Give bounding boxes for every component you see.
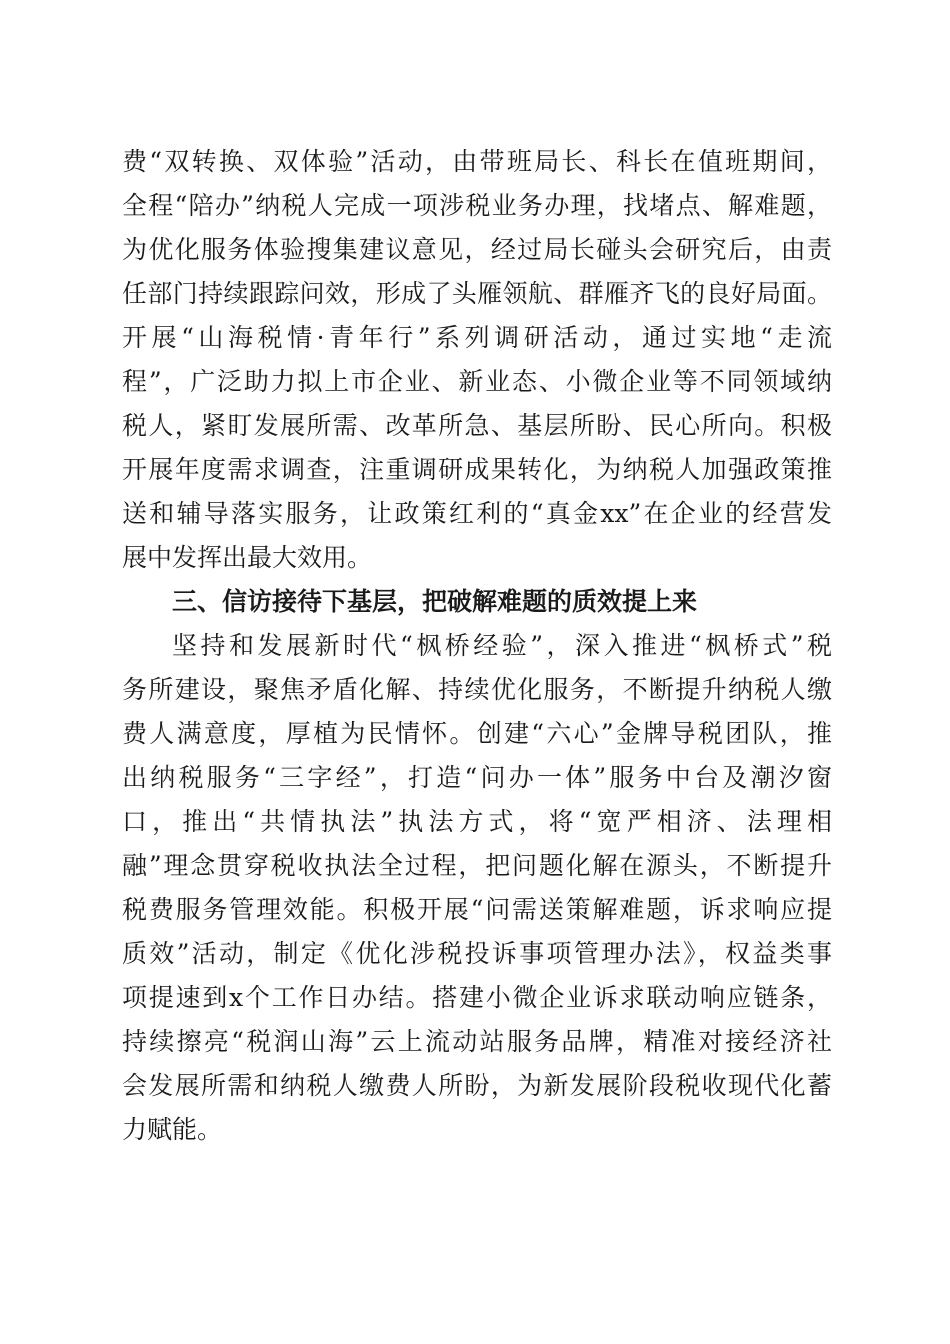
text-line: 任部门持续跟踪问效，形成了头雁领航、群雁齐飞的良好局面。 [122, 279, 832, 308]
text-line: 口，推出“共情执法”执法方式，将“宽严相济、法理相 [122, 807, 832, 836]
text-line: 送和辅导落实服务，让政策红利的“真金xx”在企业的经营发 [122, 499, 832, 528]
text-line: 融”理念贯穿税收执法全过程，把问题化解在源头，不断提升 [122, 851, 832, 880]
paragraph-2 [122, 624, 832, 1152]
section-heading-text: 三、信访接待下基层，把破解难题的质效提上来 [172, 587, 698, 616]
text-line: 费人满意度，厚植为民情怀。创建“六心”金牌导税团队，推 [122, 719, 832, 748]
section-heading [172, 580, 832, 624]
text-line: 税费服务管理效能。积极开展“问需送策解难题，诉求响应提 [122, 895, 832, 924]
text-line: 务所建设，聚焦矛盾化解、持续优化服务，不断提升纳税人缴 [122, 675, 832, 704]
text-line: 为优化服务体验搜集建议意见，经过局长碰头会研究后，由责 [122, 235, 832, 264]
text-line: 费“双转换、双体验”活动，由带班局长、科长在值班期间， [122, 147, 832, 176]
text-line: 出纳税服务“三字经”，打造“问办一体”服务中台及潮汐窗 [122, 763, 832, 792]
text-line: 开展年度需求调查，注重调研成果转化，为纳税人加强政策推 [122, 455, 832, 484]
text-line: 项提速到x个工作日办结。搭建小微企业诉求联动响应链条， [122, 983, 832, 1012]
text-line: 质效”活动，制定《优化涉税投诉事项管理办法》，权益类事 [122, 939, 832, 968]
text-line: 力赋能。 [122, 1115, 223, 1144]
text-line: 持续擦亮“税润山海”云上流动站服务品牌，精准对接经济社 [122, 1027, 832, 1056]
text-line: 程”，广泛助力拟上市企业、新业态、小微企业等不同领域纳 [122, 367, 832, 396]
text-line: 展中发挥出最大效用。 [122, 543, 373, 572]
text-line: 坚持和发展新时代“枫桥经验”，深入推进“枫桥式”税 [172, 631, 832, 660]
text-line: 全程“陪办”纳税人完成一项涉税业务办理，找堵点、解难题， [122, 191, 832, 220]
text-line: 税人，紧盯发展所需、改革所急、基层所盼、民心所向。积极 [122, 411, 832, 440]
paragraph-1 [122, 140, 832, 580]
text-line: 会发展所需和纳税人缴费人所盼，为新发展阶段税收现代化蓄 [122, 1071, 832, 1100]
text-line: 开展“山海税情·青年行”系列调研活动，通过实地“走流 [122, 323, 832, 352]
